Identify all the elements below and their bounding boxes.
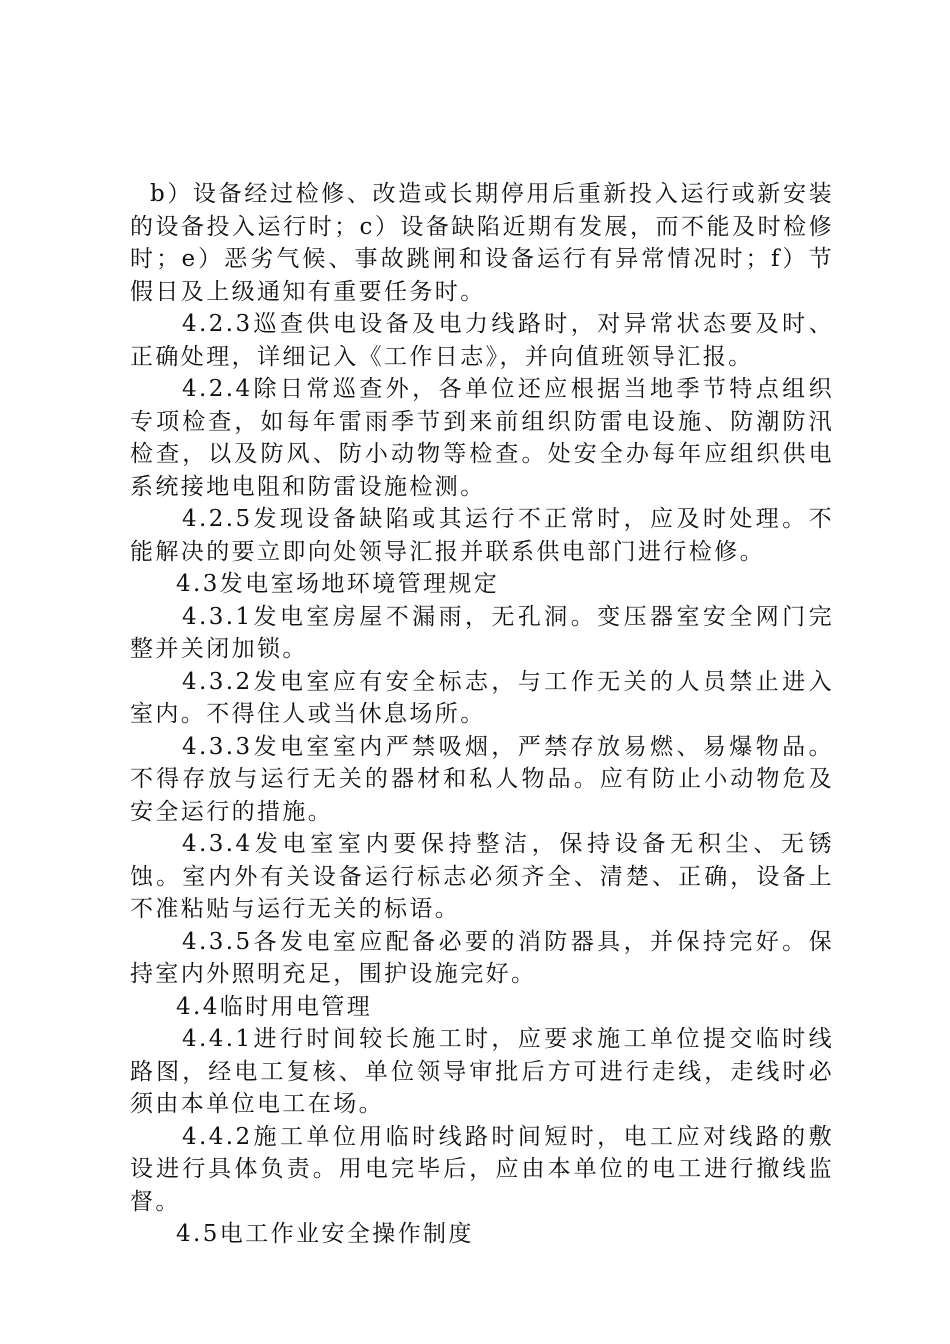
section-heading-4-5: 4.5电工作业安全操作制度 [176,1221,474,1247]
paragraph-4-3-1: 4.3.1发电室房屋不漏雨，无孔洞。变压器室安全网门完整并关闭加锁。 [130,603,834,662]
paragraph-4-3-3: 4.3.3发电室室内严禁吸烟，严禁存放易燃、易爆物品。不得存放与运行无关的器材和私人物品。应有防止小动物危及安全运行的措施。 [130,733,834,825]
paragraph-4-2-3: 4.2.3巡查供电设备及电力线路时，对异常状态要及时、正确处理，详细记入《工作日志》，并向值班领导汇报。 [130,311,834,370]
paragraph-4-3-2: 4.3.2发电室应有安全标志，与工作无关的人员禁止进入室内。不得住人或当休息场所。 [130,668,834,727]
section-heading-4-4: 4.4临时用电管理 [176,993,373,1020]
paragraph-4-2-4: 4.2.4除日常巡查外，各单位还应根据当地季节特点组织专项检查，如每年雷雨季节到来前组织防雷电设施、防潮防汛检查，以及防风、防小动物等检查。处安全办每年应组织供电系统接地电阻和防雷设施检测。 [130,376,834,500]
document-page [130,178,834,1251]
paragraph-4-4-2: 4.4.2施工单位用临时线路时间短时，电工应对线路的敷设进行具体负责。用电完毕后，应由本单位的电工进行撤线监督。 [130,1123,834,1215]
paragraph-4-3-5: 4.3.5各发电室应配备必要的消防器具，并保持完好。保持室内外照明充足，围护设施完好。 [130,928,834,987]
paragraph-4-3-4: 4.3.4发电室室内要保持整洁，保持设备无积尘、无锈蚀。室内外有关设备运行标志必须齐全、清楚、正确，设备上不准粘贴与运行无关的标语。 [130,831,834,922]
section-heading-4-3: 4.3发电室场地环境管理规定 [176,571,500,597]
paragraph-4-4-1: 4.4.1进行时间较长施工时，应要求施工单位提交临时线路图，经电工复核、单位领导审批后方可进行走线，走线时必须由本单位电工在场。 [130,1026,834,1117]
paragraph-inspection-conditions: b）设备经过检修、改造或长期停用后重新投入运行或新安装的设备投入运行时；c）设备缺陷近期有发展，而不能及时检修时；e）恶劣气候、事故跳闸和设备运行有异常情况时；f）节假日及上级通知有重要任务时。 [130,181,834,305]
paragraph-4-2-5: 4.2.5发现设备缺陷或其运行不正常时，应及时处理。不能解决的要立即向处领导汇报并联系供电部门进行检修。 [130,506,834,565]
